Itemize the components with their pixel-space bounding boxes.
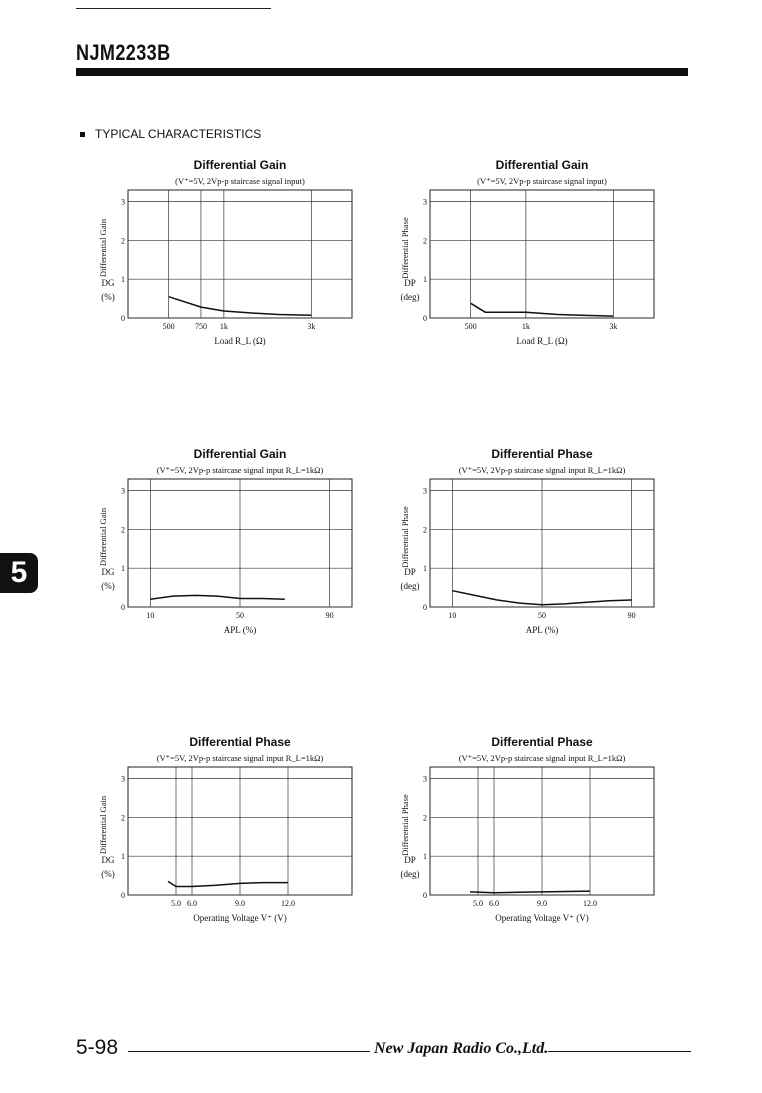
x-tick-label: 6.0 <box>187 899 197 908</box>
series-line <box>168 881 288 886</box>
chart-subtitle: (V⁺=5V, 2Vp-p staircase signal input) <box>175 176 305 186</box>
y-axis-label: Differential Phase <box>400 794 410 856</box>
chart-title: Differential Phase <box>491 735 593 749</box>
y-axis-label: Differential Gain <box>98 795 108 855</box>
chart-title: Differential Gain <box>193 158 287 172</box>
y-tick-label: 0 <box>121 314 125 323</box>
plot-frame <box>430 190 654 318</box>
y-tick-label: 0 <box>121 603 125 612</box>
y-axis-label: Differential Gain <box>98 218 108 278</box>
y-axis-label: Differential Gain <box>98 507 108 567</box>
chart-title: Differential Gain <box>193 447 287 461</box>
x-tick-label: 500 <box>162 322 175 331</box>
y-tick-label: 1 <box>423 852 427 862</box>
chart-title: Differential Gain <box>495 158 589 172</box>
x-axis-label: Operating Voltage V⁺ (V) <box>495 913 589 923</box>
chart-title: Differential Phase <box>491 447 593 461</box>
x-tick-label: 750 <box>194 322 207 331</box>
y-axis-unit-sub: (deg) <box>400 869 420 879</box>
y-axis-unit-sub: (deg) <box>400 581 420 591</box>
y-tick-label: 1 <box>121 275 125 285</box>
bullet-icon <box>80 132 85 137</box>
y-axis-label: Differential Phase <box>400 506 410 568</box>
x-tick-label: 12.0 <box>583 899 597 908</box>
x-tick-label: 1k <box>219 322 228 331</box>
y-tick-label: 3 <box>121 197 125 207</box>
y-axis-unit: DP <box>404 278 416 288</box>
series-line <box>169 297 312 316</box>
y-tick-label: 0 <box>423 891 427 900</box>
x-tick-label: 3k <box>609 322 618 331</box>
chart-dp-vs-voltage <box>398 732 662 927</box>
y-axis-unit: DG <box>101 567 115 577</box>
series-line <box>471 303 614 316</box>
y-tick-label: 0 <box>423 603 427 612</box>
chart-title: Differential Phase <box>189 735 291 749</box>
chart-subtitle: (V⁺=5V, 2Vp-p staircase signal input R_L=1kΩ) <box>458 465 626 475</box>
y-axis-unit-sub: (deg) <box>400 292 420 302</box>
series-line <box>150 595 284 599</box>
y-tick-label: 2 <box>121 525 125 535</box>
y-axis-unit: DG <box>101 855 115 865</box>
x-tick-label: 1k <box>521 322 530 331</box>
y-tick-label: 2 <box>423 525 427 535</box>
x-axis-label: APL (%) <box>223 625 257 635</box>
y-tick-label: 1 <box>423 275 427 285</box>
y-tick-label: 3 <box>423 774 427 784</box>
y-tick-label: 2 <box>423 236 427 246</box>
x-tick-label: 50 <box>236 611 244 620</box>
header-bar <box>76 68 688 76</box>
x-tick-label: 500 <box>464 322 477 331</box>
y-axis-unit-sub: (%) <box>101 869 115 879</box>
chart-subtitle: (V⁺=5V, 2Vp-p staircase signal input R_L=1kΩ) <box>458 753 626 763</box>
series-line <box>470 891 590 893</box>
chart-subtitle: (V⁺=5V, 2Vp-p staircase signal input R_L=1kΩ) <box>156 753 324 763</box>
x-axis-label: Load R_L (Ω) <box>516 336 568 346</box>
y-tick-label: 3 <box>121 486 125 496</box>
part-number: NJM2233B <box>76 40 171 65</box>
chart-dp-vs-load <box>398 155 662 350</box>
section-title: TYPICAL CHARACTERISTICS <box>95 127 262 141</box>
chart-dg-vs-load <box>96 155 360 350</box>
y-axis-unit-sub: (%) <box>101 581 115 591</box>
x-tick-label: 6.0 <box>489 899 499 908</box>
y-tick-label: 3 <box>121 774 125 784</box>
x-tick-label: 12.0 <box>281 899 295 908</box>
x-tick-label: 3k <box>307 322 316 331</box>
x-tick-label: 10 <box>146 611 155 620</box>
x-tick-label: 10 <box>448 611 457 620</box>
section-tab: 5 <box>0 553 38 593</box>
x-tick-label: 90 <box>325 611 334 620</box>
x-axis-label: Operating Voltage V⁺ (V) <box>193 913 287 923</box>
footer <box>76 1036 691 1066</box>
page-number: 5-98 <box>76 1036 119 1059</box>
y-tick-label: 0 <box>423 314 427 323</box>
section-heading <box>80 127 261 141</box>
x-tick-label: 5.0 <box>473 899 483 908</box>
y-tick-label: 1 <box>423 564 427 574</box>
footer-rule-left <box>128 1051 370 1052</box>
y-axis-unit-sub: (%) <box>101 292 115 302</box>
y-axis-label: Differential Phase <box>400 217 410 279</box>
chart-dp-vs-apl <box>398 444 662 639</box>
y-axis-unit: DG <box>101 278 115 288</box>
y-tick-label: 2 <box>121 813 125 823</box>
x-tick-label: 5.0 <box>171 899 181 908</box>
y-axis-unit: DP <box>404 855 416 865</box>
x-tick-label: 50 <box>538 611 546 620</box>
x-tick-label: 90 <box>627 611 636 620</box>
x-tick-label: 9.0 <box>537 899 547 908</box>
y-tick-label: 3 <box>423 197 427 207</box>
x-axis-label: APL (%) <box>525 625 559 635</box>
top-rule <box>76 8 271 9</box>
company-name: New Japan Radio Co.,Ltd. <box>374 1040 549 1057</box>
chart-subtitle: (V⁺=5V, 2Vp-p staircase signal input) <box>477 176 607 186</box>
x-axis-label: Load R_L (Ω) <box>214 336 266 346</box>
y-tick-label: 2 <box>121 236 125 246</box>
y-tick-label: 3 <box>423 486 427 496</box>
x-tick-label: 9.0 <box>235 899 245 908</box>
y-tick-label: 1 <box>121 852 125 862</box>
y-tick-label: 0 <box>121 891 125 900</box>
footer-rule-right <box>548 1051 691 1052</box>
chart-dg-vs-voltage <box>96 732 360 927</box>
chart-dg-vs-apl <box>96 444 360 639</box>
plot-frame <box>128 190 352 318</box>
y-tick-label: 2 <box>423 813 427 823</box>
chart-subtitle: (V⁺=5V, 2Vp-p staircase signal input R_L=1kΩ) <box>156 465 324 475</box>
y-tick-label: 1 <box>121 564 125 574</box>
y-axis-unit: DP <box>404 567 416 577</box>
